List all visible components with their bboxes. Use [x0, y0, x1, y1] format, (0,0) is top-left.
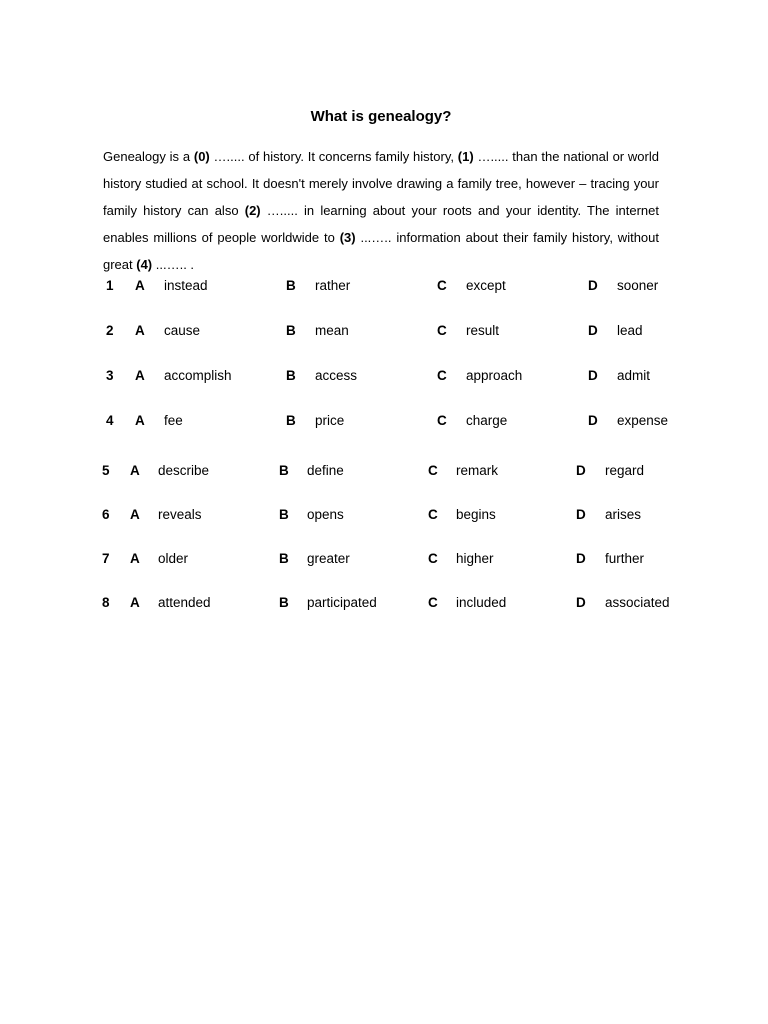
option-text-a: describe — [158, 463, 210, 478]
option-text-d: admit — [617, 368, 651, 383]
option-text-c: except — [466, 278, 506, 293]
option-letter-a: A — [130, 507, 140, 522]
option-letter-a: A — [130, 595, 140, 610]
option-text-c: remark — [456, 463, 499, 478]
question-row-1 — [0, 276, 768, 296]
option-text-d: associated — [605, 595, 670, 610]
option-letter-d: D — [588, 323, 598, 338]
option-text-b: access — [315, 368, 358, 383]
option-letter-c: C — [437, 413, 447, 428]
option-letter-a: A — [135, 278, 145, 293]
option-text-d: regard — [605, 463, 645, 478]
passage-text: …..... of history. It concerns family history, — [209, 149, 458, 164]
option-text-d: sooner — [617, 278, 659, 293]
question-number: 4 — [106, 413, 114, 428]
option-letter-b: B — [279, 463, 289, 478]
option-text-b: mean — [315, 323, 349, 338]
option-text-b: define — [307, 463, 344, 478]
option-letter-a: A — [130, 551, 140, 566]
question-row-3 — [0, 366, 768, 386]
question-number: 7 — [102, 551, 110, 566]
option-letter-a: A — [135, 413, 145, 428]
passage-text: …..... in learning about your roots and your identity. The internet enables millions of people worldwide to — [103, 203, 659, 245]
passage-text: ...….. information about their family history, without great — [103, 230, 659, 272]
page-title: What is genealogy? — [310, 108, 452, 125]
passage-text: …..... than the national or world history studied at school. It doesn't merely involve drawing a family tree, however – tracing your family history can also — [103, 149, 659, 218]
option-letter-d: D — [588, 278, 598, 293]
question-number: 8 — [102, 595, 110, 610]
question-row-7 — [0, 549, 768, 569]
gap-3-marker: (3) — [339, 230, 356, 245]
option-text-b: greater — [307, 551, 350, 566]
option-letter-a: A — [130, 463, 140, 478]
question-row-6 — [0, 505, 768, 525]
gap-0-marker: (0) — [193, 149, 210, 164]
option-letter-d: D — [576, 551, 586, 566]
gap-2-marker: (2) — [244, 203, 261, 218]
option-letter-c: C — [428, 463, 438, 478]
option-text-a: reveals — [158, 507, 202, 522]
option-text-b: price — [315, 413, 345, 428]
option-letter-b: B — [279, 551, 289, 566]
option-text-c: higher — [456, 551, 494, 566]
option-text-a: accomplish — [164, 368, 232, 383]
question-row-5 — [0, 461, 768, 481]
option-letter-c: C — [428, 595, 438, 610]
option-letter-c: C — [437, 368, 447, 383]
option-letter-d: D — [588, 413, 598, 428]
option-letter-c: C — [428, 507, 438, 522]
option-letter-c: C — [428, 551, 438, 566]
question-number: 1 — [106, 278, 114, 293]
option-letter-b: B — [286, 368, 296, 383]
question-row-2 — [0, 321, 768, 341]
option-text-a: cause — [164, 323, 201, 338]
option-text-c: approach — [466, 368, 523, 383]
question-number: 3 — [106, 368, 114, 383]
question-number: 2 — [106, 323, 114, 338]
option-text-b: rather — [315, 278, 351, 293]
option-text-c: included — [456, 595, 507, 610]
gap-1-marker: (1) — [457, 149, 474, 164]
option-letter-d: D — [588, 368, 598, 383]
option-text-c: charge — [466, 413, 508, 428]
option-letter-d: D — [576, 595, 586, 610]
option-text-b: opens — [307, 507, 344, 522]
option-letter-b: B — [279, 595, 289, 610]
passage-text: Genealogy is a — [103, 149, 194, 164]
option-letter-a: A — [135, 368, 145, 383]
option-text-b: participated — [307, 595, 377, 610]
option-letter-d: D — [576, 463, 586, 478]
option-text-a: fee — [164, 413, 183, 428]
option-letter-b: B — [286, 413, 296, 428]
passage-paragraph — [103, 143, 659, 278]
option-letter-b: B — [279, 507, 289, 522]
option-letter-a: A — [135, 323, 145, 338]
passage-text: ...….. . — [152, 257, 195, 272]
gap-4-marker: (4) — [136, 257, 153, 272]
option-text-d: arises — [605, 507, 642, 522]
option-letter-b: B — [286, 278, 296, 293]
question-number: 6 — [102, 507, 110, 522]
option-text-d: expense — [617, 413, 669, 428]
option-text-a: attended — [158, 595, 211, 610]
question-number: 5 — [102, 463, 110, 478]
option-text-c: result — [466, 323, 500, 338]
question-row-8 — [0, 593, 768, 613]
question-row-4 — [0, 411, 768, 431]
option-letter-b: B — [286, 323, 296, 338]
option-text-a: older — [158, 551, 189, 566]
option-text-a: instead — [164, 278, 208, 293]
option-text-d: further — [605, 551, 645, 566]
option-letter-d: D — [576, 507, 586, 522]
option-letter-c: C — [437, 323, 447, 338]
option-text-d: lead — [617, 323, 643, 338]
option-text-c: begins — [456, 507, 496, 522]
option-letter-c: C — [437, 278, 447, 293]
